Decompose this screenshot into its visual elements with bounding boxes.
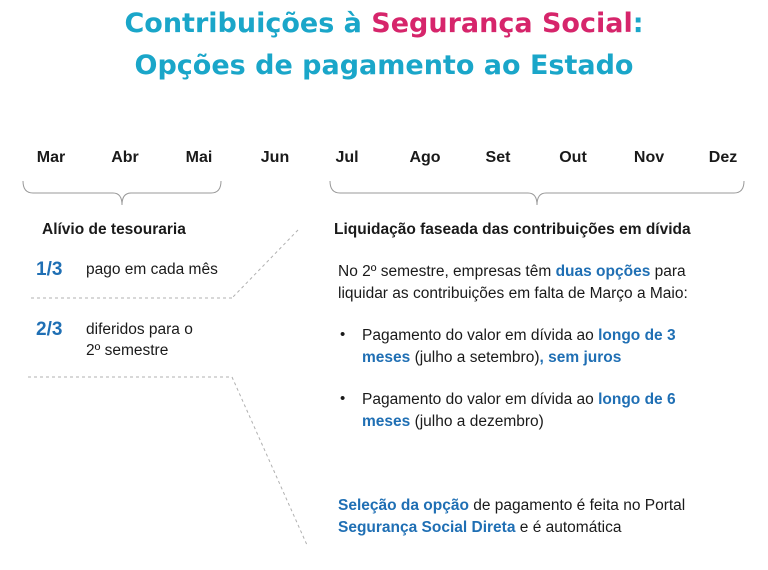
bullet-1-highlight-b: meses <box>362 349 411 366</box>
bullet-2-prefix: Pagamento do valor em dívida ao <box>362 391 599 408</box>
title-line-2: Opções de pagamento ao Estado <box>134 50 634 81</box>
intro-line-1 <box>338 261 758 283</box>
right-brace <box>330 181 744 205</box>
intro-part-1: No 2º semestre, empresas têm <box>338 263 556 280</box>
bullet-marker-2: • <box>340 390 346 407</box>
footer-line-1 <box>338 495 763 517</box>
bullet-2-line-1 <box>362 389 762 411</box>
footer-part-1: de pagamento é feita no Portal <box>468 497 686 514</box>
bullet-option-6-months <box>362 389 762 433</box>
left-heading: Alívio de tesouraria <box>42 221 186 238</box>
bullet-option-3-months <box>362 325 762 369</box>
fraction-two-thirds-line1: diferidos para o <box>86 321 193 338</box>
month-set: Set <box>485 149 511 166</box>
month-mar: Mar <box>36 149 66 166</box>
intro-line-2: liquidar as contribuições em falta de Março a Maio: <box>338 285 688 302</box>
footer-highlight-2: Segurança Social Direta <box>338 519 516 536</box>
month-out: Out <box>559 149 587 166</box>
dashed-connector-lower <box>232 377 307 545</box>
title-accent: Segurança Social <box>371 8 633 39</box>
fraction-one-third-line1: pago em cada mês <box>86 261 218 278</box>
bullet-2-highlight-b: meses <box>362 413 411 430</box>
footer-note <box>338 495 763 539</box>
footer-part-2: e é automática <box>515 519 622 536</box>
month-nov: Nov <box>633 149 665 166</box>
month-jul: Jul <box>335 149 359 166</box>
fraction-one-third: 1/3 <box>36 259 63 280</box>
month-jun: Jun <box>260 149 290 166</box>
title-part-1: Contribuições à <box>124 8 372 39</box>
bullet-1-highlight-a: longo de 3 <box>598 327 676 344</box>
fraction-two-thirds-text <box>86 319 193 361</box>
bullet-1-period: (julho a setembro) <box>410 349 540 366</box>
bullet-1-line-1 <box>362 325 762 347</box>
intro-paragraph <box>338 261 758 305</box>
intro-part-2: para <box>650 263 686 280</box>
dashed-connector-upper <box>232 230 298 298</box>
month-dez: Dez <box>708 149 738 166</box>
bullet-marker-1: • <box>340 326 346 343</box>
bullet-1-no-interest: , sem juros <box>539 349 622 366</box>
bullet-1-line-2 <box>362 347 762 369</box>
left-brace <box>23 181 221 205</box>
bullet-2-period: (julho a dezembro) <box>410 413 544 430</box>
fraction-two-thirds: 2/3 <box>36 319 63 340</box>
bullet-2-line-2 <box>362 411 762 433</box>
intro-highlight: duas opções <box>555 263 651 280</box>
footer-line-2 <box>338 517 763 539</box>
title-colon: : <box>632 8 644 39</box>
right-heading: Liquidação faseada das contribuições em dívida <box>334 221 691 238</box>
footer-highlight-1: Seleção da opção <box>338 497 469 514</box>
month-mai: Mai <box>185 149 213 166</box>
month-abr: Abr <box>111 149 139 166</box>
bullet-2-highlight-a: longo de 6 <box>598 391 676 408</box>
fraction-two-thirds-line2: 2º semestre <box>86 342 169 359</box>
fraction-one-third-text <box>86 259 218 280</box>
bullet-1-prefix: Pagamento do valor em dívida ao <box>362 327 599 344</box>
month-ago: Ago <box>409 149 441 166</box>
